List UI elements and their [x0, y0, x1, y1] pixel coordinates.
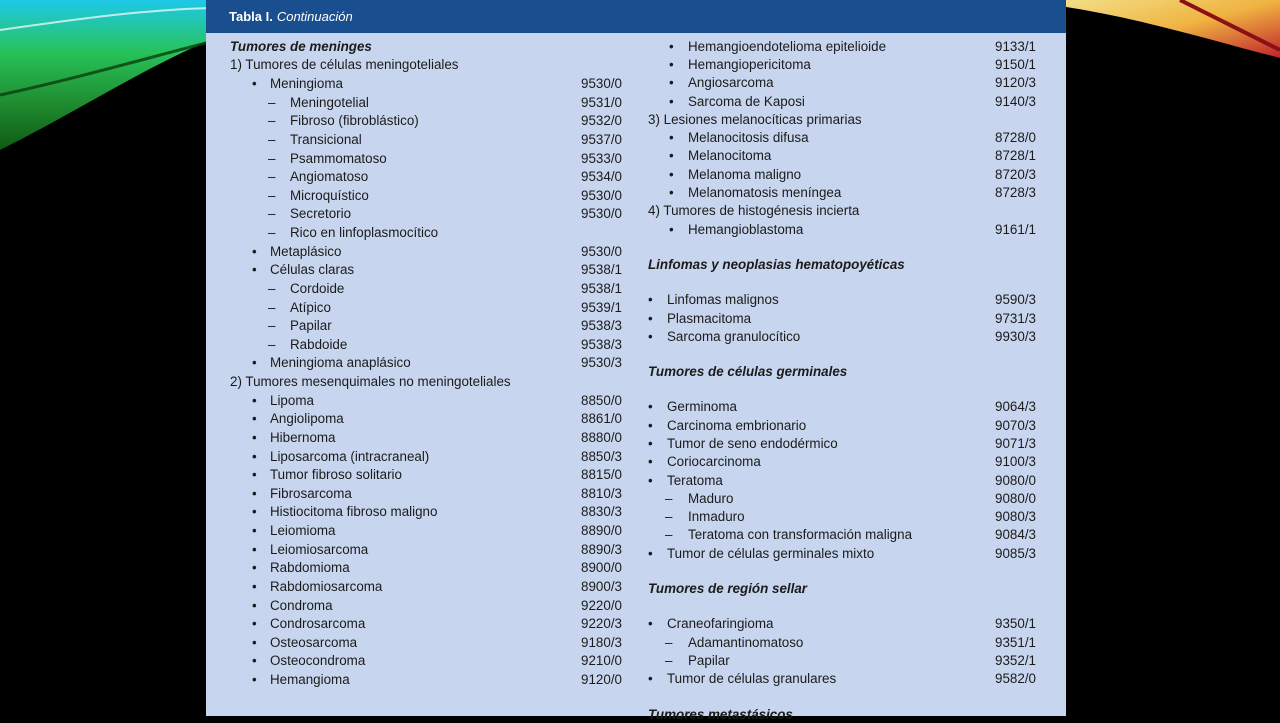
icd-o-code: 9085/3	[995, 545, 1036, 561]
icd-o-code: 9530/0	[581, 76, 622, 92]
row-label: 3) Lesiones melanocíticas primarias	[648, 111, 862, 127]
table-row	[230, 540, 622, 559]
table-row	[230, 428, 622, 447]
table-row	[230, 205, 622, 224]
bullet-icon: •	[669, 38, 674, 54]
table-row	[648, 416, 1036, 434]
row-label: Hemangioma	[270, 672, 350, 688]
bullet-icon: •	[669, 166, 674, 182]
dash-marker: –	[268, 206, 276, 222]
row-label: Plasmacitoma	[667, 310, 752, 326]
row-label: Leiomioma	[270, 523, 336, 539]
spacer	[648, 688, 1036, 705]
bullet-icon: •	[252, 578, 257, 594]
table-row	[230, 242, 622, 261]
bullet-icon: •	[252, 429, 257, 445]
row-label: Osteosarcoma	[270, 634, 358, 650]
table-row	[230, 521, 622, 540]
row-label: Teratoma con transformación maligna	[688, 527, 913, 543]
table-row	[230, 186, 622, 205]
group-heading	[648, 110, 1036, 128]
row-label: Fibrosarcoma	[270, 485, 352, 501]
row-label: Meningioma	[270, 76, 343, 92]
bullet-icon: •	[669, 185, 674, 201]
row-label: Angiomatoso	[290, 169, 369, 185]
row-label: Secretorio	[290, 206, 352, 222]
bullet-icon: •	[669, 75, 674, 91]
icd-o-code: 9538/3	[581, 318, 622, 334]
dash-marker: –	[665, 634, 673, 650]
dash-marker: –	[268, 318, 276, 334]
row-label: Condrosarcoma	[270, 616, 366, 632]
section-heading	[648, 579, 1036, 597]
table-row	[230, 279, 622, 298]
bullet-icon: •	[648, 399, 653, 415]
dash-marker: –	[268, 280, 276, 296]
section-heading	[648, 705, 1036, 723]
bullet-icon: •	[252, 560, 257, 576]
table-row	[230, 670, 622, 689]
table-row	[648, 220, 1036, 238]
bullet-icon: •	[252, 355, 257, 371]
dash-marker: –	[665, 490, 673, 506]
icd-o-code: 9731/3	[995, 310, 1036, 326]
table-row	[230, 652, 622, 671]
row-label: Linfomas y neoplasias hematopoyéticas	[648, 256, 905, 272]
row-label: Células claras	[270, 262, 355, 278]
row-label: Melanoma maligno	[688, 166, 802, 182]
table-row	[230, 130, 622, 149]
dash-marker: –	[268, 187, 276, 203]
row-label: Tumores de meninges	[230, 38, 372, 54]
icd-o-code: 9150/1	[995, 56, 1036, 72]
row-label: Rabdomiosarcoma	[270, 578, 383, 594]
icd-o-code: 9064/3	[995, 399, 1036, 415]
bullet-icon: •	[252, 243, 257, 259]
table-row	[230, 614, 622, 633]
icd-o-code: 8830/3	[581, 504, 622, 520]
icd-o-code: 8850/3	[581, 448, 622, 464]
table-row	[648, 615, 1036, 633]
table-row	[230, 447, 622, 466]
bullet-icon: •	[252, 504, 257, 520]
row-label: Teratoma	[667, 472, 723, 488]
icd-o-code: 8900/3	[581, 578, 622, 594]
row-label: Liposarcoma (intracraneal)	[270, 448, 430, 464]
table-row	[648, 633, 1036, 651]
row-label: Adamantinomatoso	[688, 634, 804, 650]
dash-marker: –	[268, 150, 276, 166]
dash-marker: –	[268, 169, 276, 185]
table-row	[230, 391, 622, 410]
icd-o-code: 9930/3	[995, 328, 1036, 344]
icd-o-code: 9070/3	[995, 417, 1036, 433]
table-row	[648, 37, 1036, 55]
bullet-icon: •	[648, 454, 653, 470]
row-label: 4) Tumores de histogénesis incierta	[648, 203, 860, 219]
row-label: Meningotelial	[290, 94, 369, 110]
bullet-icon: •	[648, 310, 653, 326]
icd-o-code: 9582/0	[995, 671, 1036, 687]
bullet-icon: •	[648, 328, 653, 344]
row-label: Leiomiosarcoma	[270, 541, 369, 557]
table-row	[230, 354, 622, 373]
table-subtitle: Continuación	[276, 9, 353, 24]
icd-o-code: 9080/0	[995, 472, 1036, 488]
spacer	[648, 381, 1036, 398]
spacer	[648, 598, 1036, 615]
row-label: Meningioma anaplásico	[270, 355, 411, 371]
dash-marker: –	[268, 113, 276, 129]
section-heading	[648, 255, 1036, 273]
table-row	[230, 465, 622, 484]
right-column	[648, 37, 1036, 723]
bullet-icon: •	[252, 467, 257, 483]
icd-o-code: 8890/0	[581, 523, 622, 539]
spacer	[648, 562, 1036, 579]
row-label: Coriocarcinoma	[667, 454, 761, 470]
table-row	[230, 223, 622, 242]
row-label: Melanocitosis difusa	[688, 130, 809, 146]
table-row	[648, 453, 1036, 471]
table-row	[648, 92, 1036, 110]
icd-o-code: 9220/0	[581, 597, 622, 613]
row-label: Angiolipoma	[270, 411, 344, 427]
icd-o-code: 9120/3	[995, 75, 1036, 91]
row-label: Psammomatoso	[290, 150, 387, 166]
icd-o-code: 9539/1	[581, 299, 622, 315]
dash-marker: –	[268, 131, 276, 147]
group-heading	[648, 202, 1036, 220]
row-label: Lipoma	[270, 392, 314, 408]
table-row	[648, 74, 1036, 92]
section-heading	[648, 362, 1036, 380]
icd-o-code: 9531/0	[581, 94, 622, 110]
row-label: Atípico	[290, 299, 331, 315]
bullet-icon: •	[252, 634, 257, 650]
icd-o-code: 8815/0	[581, 467, 622, 483]
bullet-icon: •	[252, 485, 257, 501]
row-label: Rabdomioma	[270, 560, 350, 576]
bullet-icon: •	[669, 130, 674, 146]
bullet-icon: •	[252, 672, 257, 688]
bullet-icon: •	[648, 292, 653, 308]
icd-o-code: 9180/3	[581, 634, 622, 650]
table-row	[648, 398, 1036, 416]
dash-marker: –	[268, 225, 276, 241]
icd-o-code: 9530/0	[581, 243, 622, 259]
row-label: Melanomatosis meníngea	[688, 185, 842, 201]
table-number: Tabla I.	[229, 9, 273, 24]
row-label: Tumor de células germinales mixto	[667, 545, 875, 561]
row-label: Rabdoide	[290, 336, 348, 352]
spacer	[648, 345, 1036, 362]
row-label: Fibroso (fibroblástico)	[290, 113, 419, 129]
bullet-icon: •	[648, 417, 653, 433]
icd-o-code: 9133/1	[995, 38, 1036, 54]
group-heading	[230, 372, 622, 391]
icd-o-code: 9220/3	[581, 616, 622, 632]
bullet-icon: •	[252, 76, 257, 92]
row-label: Tumor fibroso solitario	[270, 467, 402, 483]
left-column	[230, 37, 622, 689]
row-label: Inmaduro	[688, 509, 745, 525]
icd-o-code: 8728/1	[995, 148, 1036, 164]
table-row	[230, 503, 622, 522]
icd-o-code: 8728/0	[995, 130, 1036, 146]
spacer	[648, 274, 1036, 291]
table-row	[230, 633, 622, 652]
icd-o-code: 9538/3	[581, 336, 622, 352]
icd-o-code: 9140/3	[995, 93, 1036, 109]
icd-o-code: 9352/1	[995, 652, 1036, 668]
table-row	[648, 165, 1036, 183]
dash-marker: –	[665, 509, 673, 525]
row-label: Sarcoma de Kaposi	[688, 93, 805, 109]
table-row	[230, 577, 622, 596]
dash-marker: –	[268, 94, 276, 110]
icd-o-code: 8728/3	[995, 185, 1036, 201]
icd-o-code: 8720/3	[995, 166, 1036, 182]
row-label: Tumor de seno endodérmico	[667, 435, 838, 451]
row-label: Papilar	[688, 652, 730, 668]
icd-o-code: 9071/3	[995, 435, 1036, 451]
row-label: Hibernoma	[270, 429, 336, 445]
table-row	[648, 670, 1036, 688]
tumor-classification-table	[206, 0, 1066, 722]
icd-o-code: 9120/0	[581, 672, 622, 688]
row-label: Transicional	[290, 131, 362, 147]
row-label: Hemangiopericitoma	[688, 56, 811, 72]
row-label: Tumor de células granulares	[667, 671, 837, 687]
icd-o-code: 9530/0	[581, 187, 622, 203]
icd-o-code: 8890/3	[581, 541, 622, 557]
table-row	[648, 55, 1036, 73]
table-row	[230, 410, 622, 429]
table-row	[230, 559, 622, 578]
icd-o-code: 9080/3	[995, 509, 1036, 525]
table-row	[230, 93, 622, 112]
icd-o-code: 9100/3	[995, 454, 1036, 470]
row-label: Tumores metastásicos	[648, 706, 793, 722]
row-label: Maduro	[688, 490, 734, 506]
table-row	[648, 544, 1036, 562]
bullet-icon: •	[669, 148, 674, 164]
icd-o-code: 8810/3	[581, 485, 622, 501]
bullet-icon: •	[252, 523, 257, 539]
icd-o-code: 9161/1	[995, 221, 1036, 237]
row-label: Microquístico	[290, 187, 369, 203]
table-row	[230, 112, 622, 131]
bullet-icon: •	[648, 435, 653, 451]
table-row	[648, 327, 1036, 345]
icd-o-code: 9532/0	[581, 113, 622, 129]
table-row	[648, 508, 1036, 526]
table-row	[648, 183, 1036, 201]
icd-o-code: 9210/0	[581, 653, 622, 669]
icd-o-code: 9084/3	[995, 527, 1036, 543]
row-label: Linfomas malignos	[667, 292, 779, 308]
row-label: 1) Tumores de células meningoteliales	[230, 57, 459, 73]
spacer	[648, 238, 1036, 255]
bullet-icon: •	[648, 545, 653, 561]
table-row	[648, 526, 1036, 544]
row-label: Histiocitoma fibroso maligno	[270, 504, 438, 520]
icd-o-code: 9533/0	[581, 150, 622, 166]
row-label: 2) Tumores mesenquimales no meningoteliales	[230, 374, 511, 390]
section-heading	[230, 37, 622, 56]
row-label: Tumores de células germinales	[648, 364, 848, 380]
row-label: Melanocitoma	[688, 148, 772, 164]
dash-marker: –	[665, 652, 673, 668]
dash-marker: –	[268, 299, 276, 315]
table-row	[230, 596, 622, 615]
table-row	[648, 147, 1036, 165]
icd-o-code: 9530/3	[581, 355, 622, 371]
icd-o-code: 9350/1	[995, 616, 1036, 632]
bullet-icon: •	[669, 93, 674, 109]
row-label: Angiosarcoma	[688, 75, 774, 91]
table-row	[648, 471, 1036, 489]
icd-o-code: 9351/1	[995, 634, 1036, 650]
table-row	[230, 298, 622, 317]
bullet-icon: •	[252, 411, 257, 427]
table-row	[648, 291, 1036, 309]
row-label: Hemangioendotelioma epitelioide	[688, 38, 887, 54]
table-row	[648, 434, 1036, 452]
bullet-icon: •	[648, 472, 653, 488]
table-row	[230, 74, 622, 93]
row-label: Cordoide	[290, 280, 345, 296]
table-row	[230, 484, 622, 503]
bullet-icon: •	[648, 671, 653, 687]
table-row	[230, 335, 622, 354]
bullet-icon: •	[252, 597, 257, 613]
icd-o-code: 8880/0	[581, 429, 622, 445]
table-title-bar	[206, 0, 1066, 33]
dash-marker: –	[665, 527, 673, 543]
icd-o-code: 9537/0	[581, 131, 622, 147]
row-label: Carcinoma embrionario	[667, 417, 807, 433]
icd-o-code: 9534/0	[581, 169, 622, 185]
row-label: Condroma	[270, 597, 333, 613]
row-label: Sarcoma granulocítico	[667, 328, 801, 344]
bullet-icon: •	[252, 616, 257, 632]
table-row	[230, 167, 622, 186]
table-row	[230, 316, 622, 335]
bullet-icon: •	[252, 392, 257, 408]
row-label: Metaplásico	[270, 243, 342, 259]
table-row	[648, 309, 1036, 327]
bullet-icon: •	[648, 616, 653, 632]
table-row	[648, 489, 1036, 507]
group-heading	[230, 56, 622, 75]
icd-o-code: 9538/1	[581, 280, 622, 296]
icd-o-code: 9080/0	[995, 490, 1036, 506]
bullet-icon: •	[252, 262, 257, 278]
icd-o-code: 9538/1	[581, 262, 622, 278]
table-row	[648, 651, 1036, 669]
row-label: Germinoma	[667, 399, 737, 415]
bullet-icon: •	[252, 653, 257, 669]
icd-o-code: 8861/0	[581, 411, 622, 427]
row-label: Rico en linfoplasmocítico	[290, 225, 439, 241]
bullet-icon: •	[669, 221, 674, 237]
bullet-icon: •	[252, 448, 257, 464]
dash-marker: –	[268, 336, 276, 352]
row-label: Craneofaringioma	[667, 616, 774, 632]
bullet-icon: •	[252, 541, 257, 557]
row-label: Tumores de región sellar	[648, 581, 808, 597]
rainbow-swoosh-right	[1060, 0, 1280, 60]
table-row	[230, 149, 622, 168]
table-row	[230, 261, 622, 280]
row-label: Papilar	[290, 318, 332, 334]
icd-o-code: 8850/0	[581, 392, 622, 408]
icd-o-code: 9530/0	[581, 206, 622, 222]
icd-o-code: 9590/3	[995, 292, 1036, 308]
row-label: Osteocondroma	[270, 653, 366, 669]
bullet-icon: •	[669, 56, 674, 72]
icd-o-code: 8900/0	[581, 560, 622, 576]
rainbow-swoosh-left	[0, 0, 210, 160]
row-label: Hemangioblastoma	[688, 221, 804, 237]
table-row	[648, 128, 1036, 146]
